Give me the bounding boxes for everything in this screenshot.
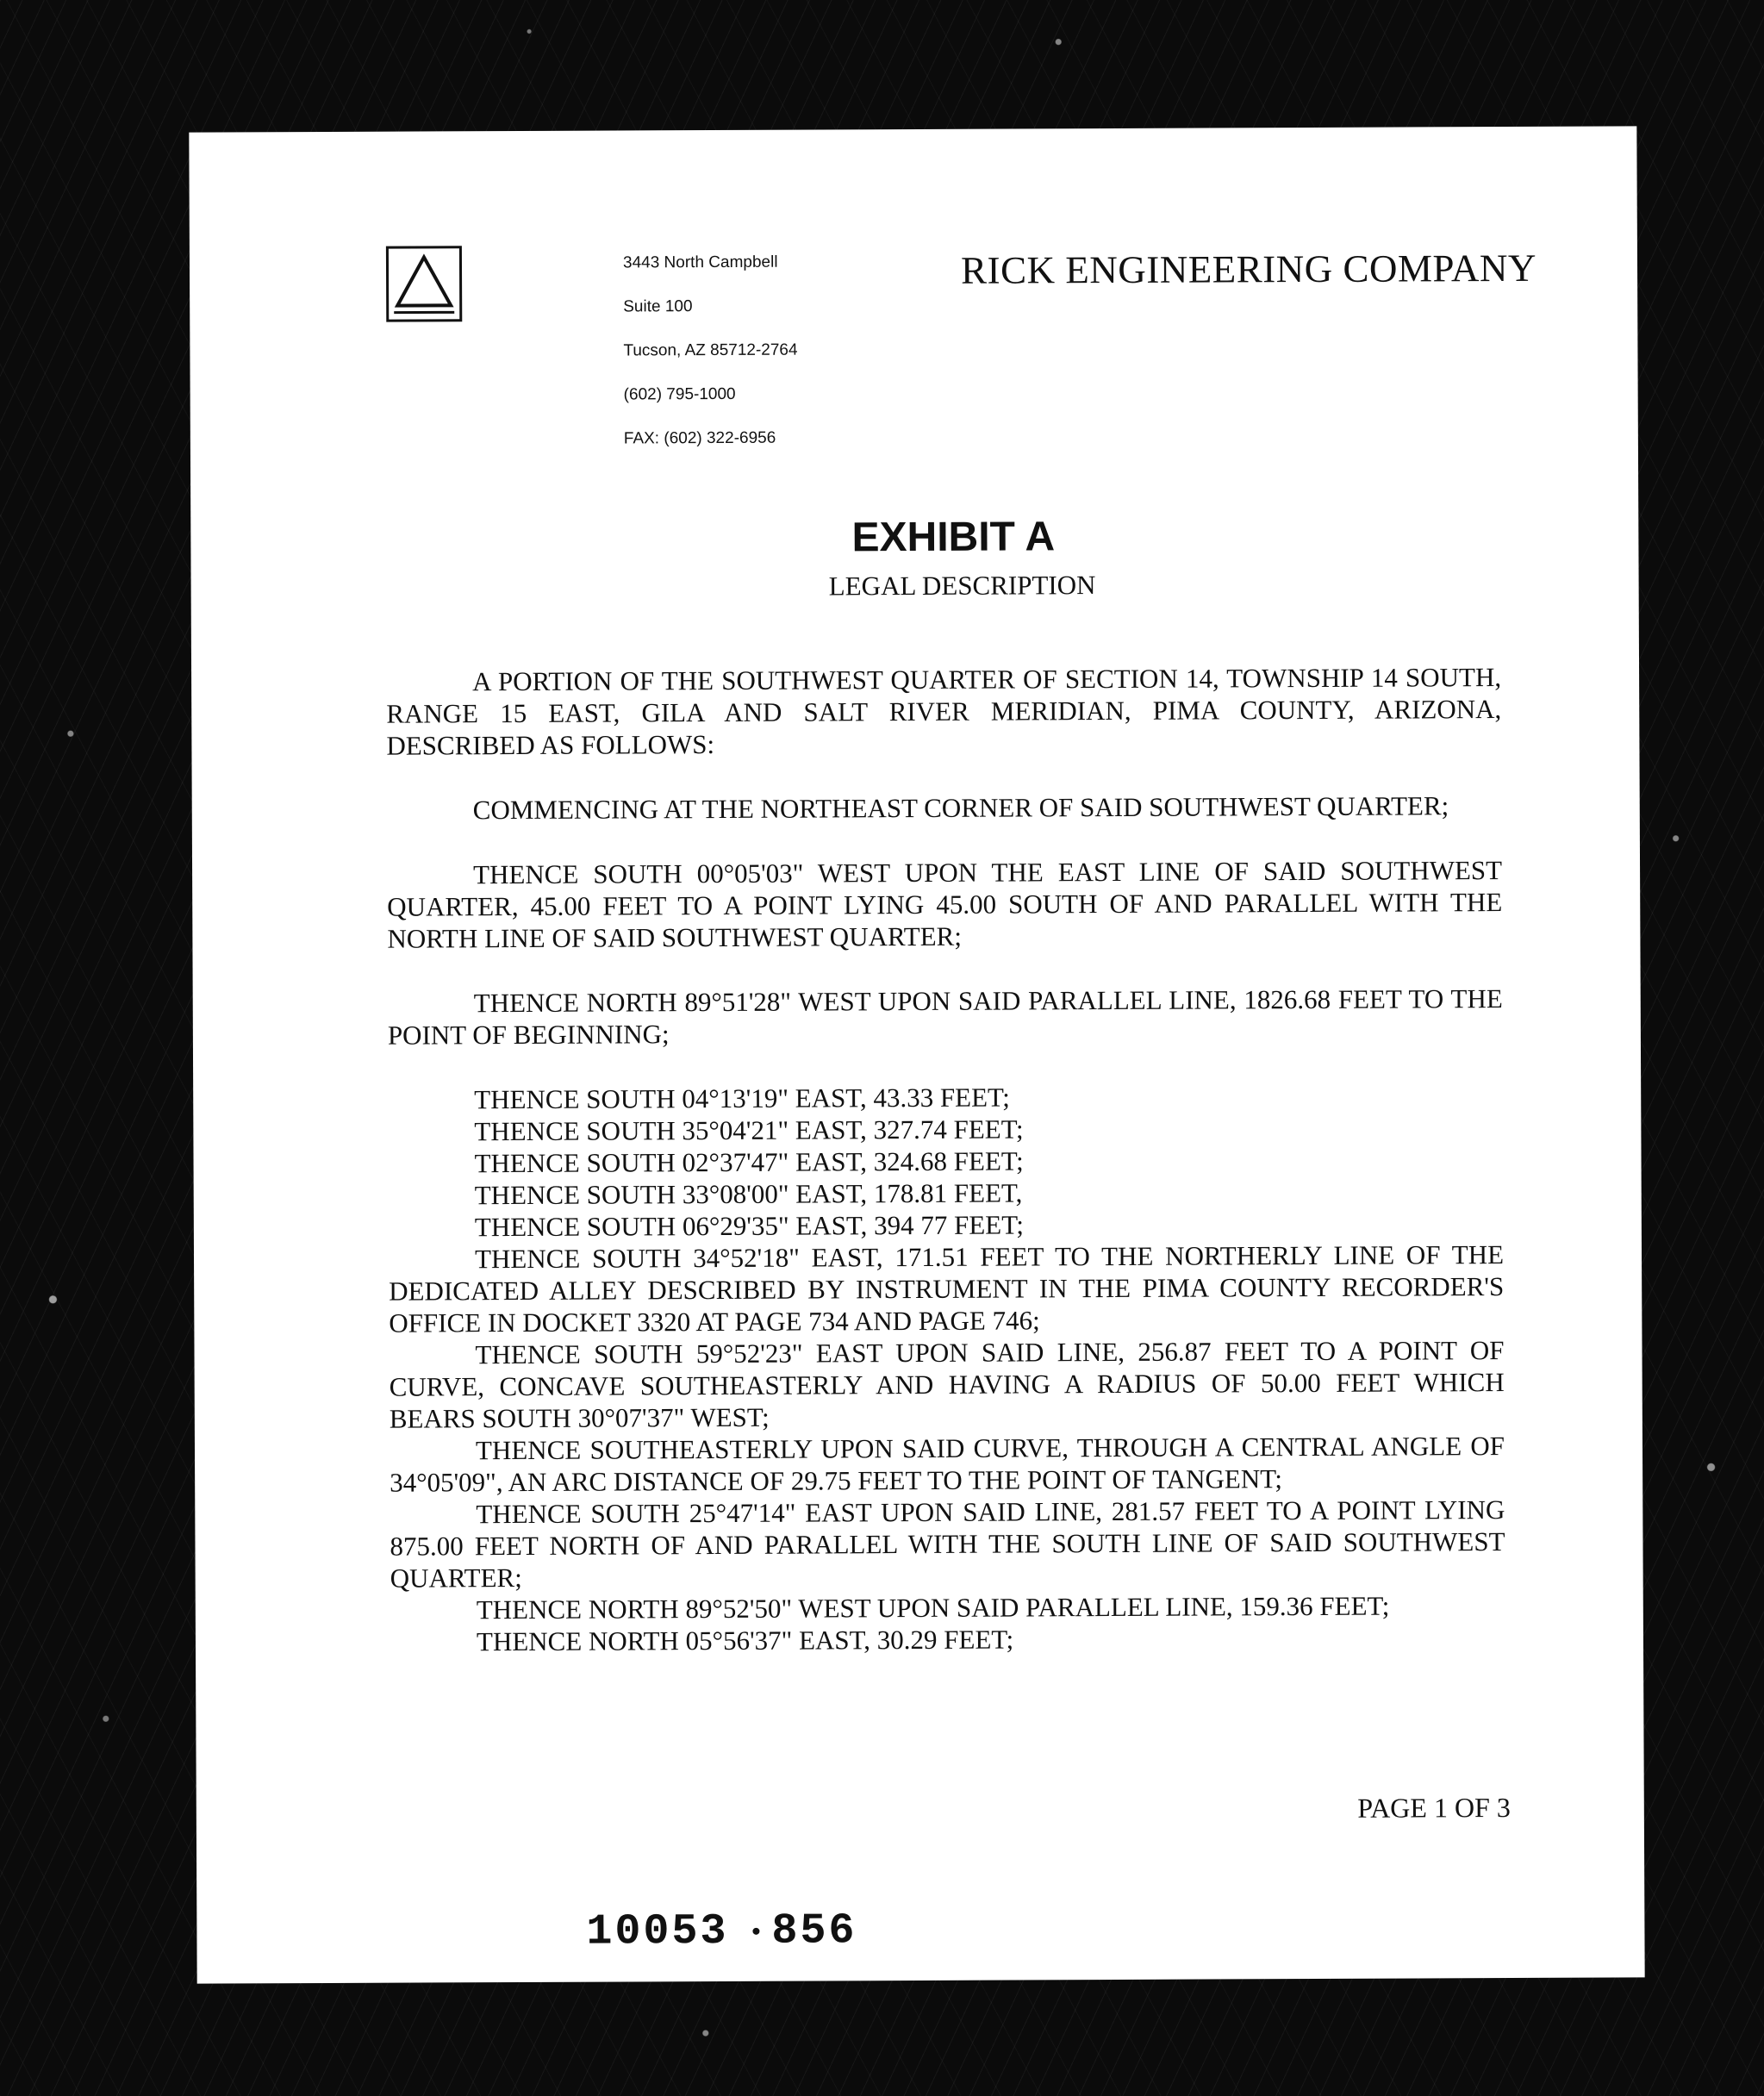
bearing-call: THENCE SOUTH 06°29'35" EAST, 394 77 FEET; [474, 1209, 1025, 1243]
description-paragraph: A PORTION OF THE SOUTHWEST QUARTER OF SECTION 14, TOWNSHIP 14 SOUTH, RANGE 15 EAST, GILA AND SALT RIVER MERIDIAN, PIMA COUNTY, ARIZONA, DESCRIBED AS FOLLOWS: [386, 662, 1502, 761]
bearing-calls-list [388, 1079, 1505, 1658]
phone-number: (602) 795-1000 [623, 384, 736, 404]
address-line: Suite 100 [623, 297, 693, 316]
recording-number [586, 1906, 857, 1956]
description-paragraph: THENCE NORTH 89°51'28" WEST UPON SAID PARALLEL LINE, 1826.68 FEET TO THE POINT OF BEGINNING; [387, 983, 1503, 1051]
docket-number: 10053 [586, 1906, 729, 1957]
separator-dot [752, 1928, 759, 1935]
description-paragraph: COMMENCING AT THE NORTHEAST CORNER OF SAID SOUTHWEST QUARTER; [472, 790, 1449, 826]
bearing-call: THENCE SOUTH 35°04'21" EAST, 327.74 FEET; [474, 1114, 1024, 1147]
docket-page: 856 [771, 1906, 857, 1956]
bearing-call: THENCE SOUTH 34°52'18" EAST, 171.51 FEET TO THE NORTHERLY LINE OF THE DEDICATED ALLEY DESCRIBED BY INSTRUMENT IN THE PIMA COUNTY RECORDER'S OFFICE IN DOCKET 3320 AT PAGE 734 AND PAGE 746; [389, 1239, 1505, 1338]
legal-description-body [386, 661, 1505, 1658]
exhibit-title: EXHIBIT A [851, 514, 1056, 561]
address-line: 3443 North Campbell [622, 253, 778, 272]
bearing-call: THENCE SOUTH 25°47'14" EAST UPON SAID LINE, 281.57 FEET TO A POINT LYING 875.00 FEET NORTH OF AND PARALLEL WITH THE SOUTH LINE OF SAID SOUTHWEST QUARTER; [390, 1494, 1505, 1594]
triangle-logo-icon [386, 246, 462, 321]
company-name: RICK ENGINEERING COMPANY [960, 246, 1537, 292]
bearing-call: THENCE SOUTH 04°13'19" EAST, 43.33 FEET; [474, 1082, 1010, 1115]
bearing-call: THENCE SOUTH 02°37'47" EAST, 324.68 FEET; [474, 1145, 1024, 1179]
description-paragraph: THENCE SOUTH 00°05'03" WEST UPON THE EAST LINE OF SAID SOUTHWEST QUARTER, 45.00 FEET TO A POINT LYING 45.00 SOUTH OF AND PARALLEL WITH THE NORTH LINE OF SAID SOUTHWEST QUARTER; [387, 855, 1503, 954]
document-page [189, 126, 1644, 1983]
company-address [623, 240, 798, 461]
exhibit-subtitle: LEGAL DESCRIPTION [828, 570, 1096, 602]
bearing-call: THENCE SOUTH 33°08'00" EAST, 178.81 FEET, [474, 1177, 1023, 1211]
bearing-call: THENCE NORTH 05°56'37" EAST, 30.29 FEET; [476, 1624, 1014, 1657]
page-number: PAGE 1 OF 3 [1357, 1792, 1511, 1824]
address-line: Tucson, AZ 85712-2764 [623, 340, 798, 360]
bearing-call: THENCE SOUTH 59°52'23" EAST UPON SAID LINE, 256.87 FEET TO A POINT OF CURVE, CONCAVE SOUTHEASTERLY AND HAVING A RADIUS OF 50.00 FEET WHICH BEARS SOUTH 30°07'37" WEST; [389, 1335, 1505, 1434]
bearing-call: THENCE SOUTHEASTERLY UPON SAID CURVE, THROUGH A CENTRAL ANGLE OF 34°05'09", AN ARC DISTANCE OF 29.75 FEET TO THE POINT OF TANGENT; [390, 1431, 1505, 1498]
bearing-call: THENCE NORTH 89°52'50" WEST UPON SAID PARALLEL LINE, 159.36 FEET; [476, 1590, 1390, 1625]
fax-number: FAX: (602) 322-6956 [623, 428, 776, 448]
